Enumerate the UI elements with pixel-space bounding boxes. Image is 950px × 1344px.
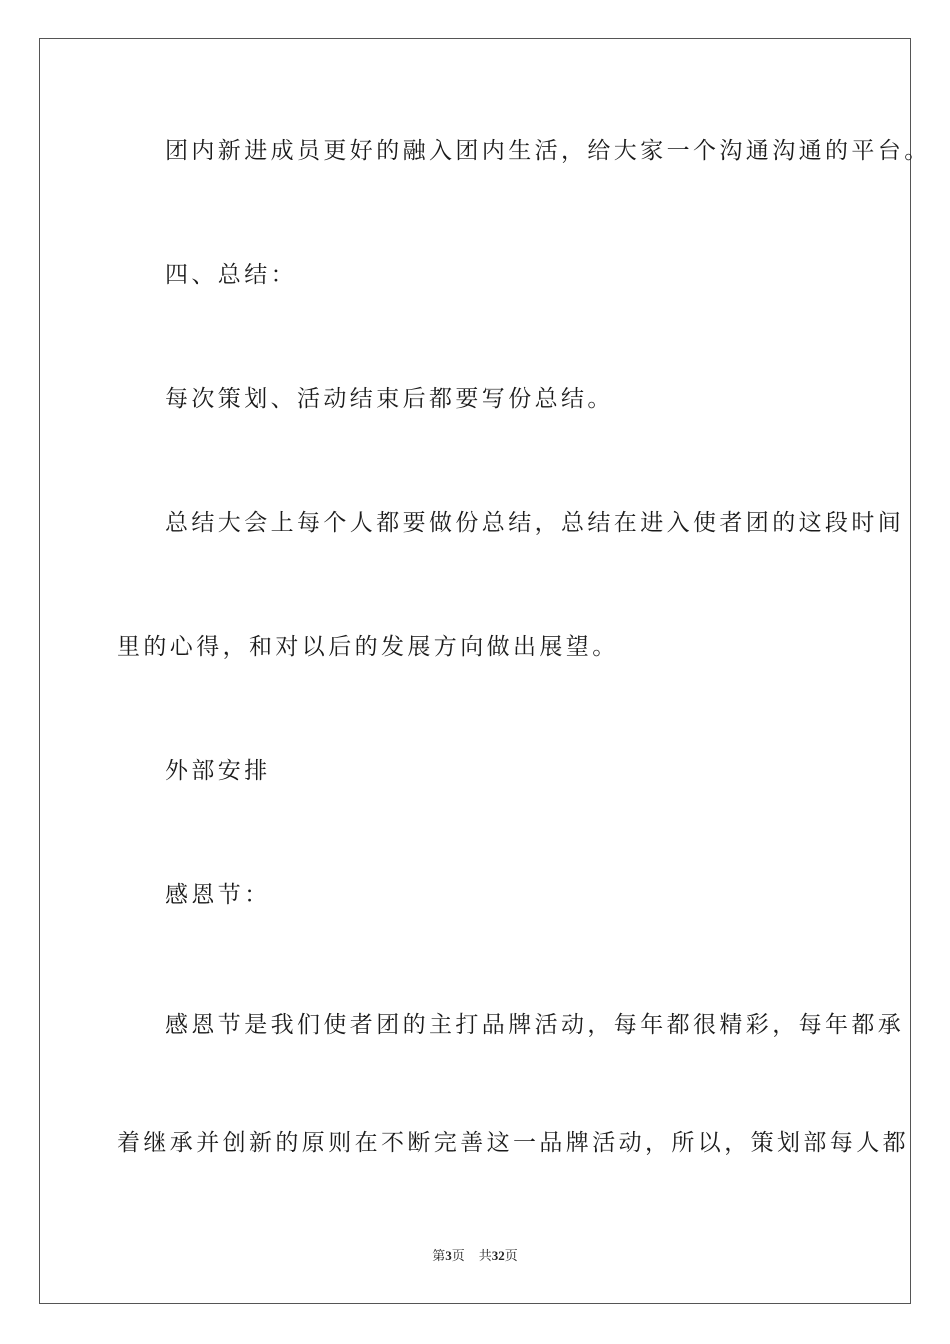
paragraph-line: 总结大会上每个人都要做份总结，总结在进入使者团的这段时间	[165, 510, 905, 536]
total-suffix: 页	[504, 1249, 518, 1264]
paragraph-line: 里的心得，和对以后的发展方向做出展望。	[117, 634, 619, 660]
paragraph-line: 每次策划、活动结束后都要写份总结。	[165, 386, 614, 412]
paragraph-line: 着继承并创新的原则在不断完善这一品牌活动，所以，策划部每人都	[117, 1130, 909, 1156]
page-prefix: 第	[432, 1249, 446, 1264]
paragraph-line: 感恩节是我们使者团的主打品牌活动，每年都很精彩，每年都承	[165, 1012, 905, 1038]
page-border	[39, 38, 911, 1304]
total-pages: 32	[491, 1248, 505, 1263]
page-number: 3	[445, 1248, 452, 1263]
section-heading-thanksgiving: 感恩节：	[165, 882, 271, 908]
section-heading-external: 外部安排	[165, 758, 271, 784]
page-suffix: 页	[451, 1249, 465, 1264]
section-heading-summary: 四、总结：	[165, 262, 297, 288]
total-prefix: 共	[478, 1249, 492, 1264]
page-footer	[0, 1247, 950, 1266]
paragraph-line: 团内新进成员更好的融入团内生活，给大家一个沟通沟通的平台。	[165, 138, 931, 164]
